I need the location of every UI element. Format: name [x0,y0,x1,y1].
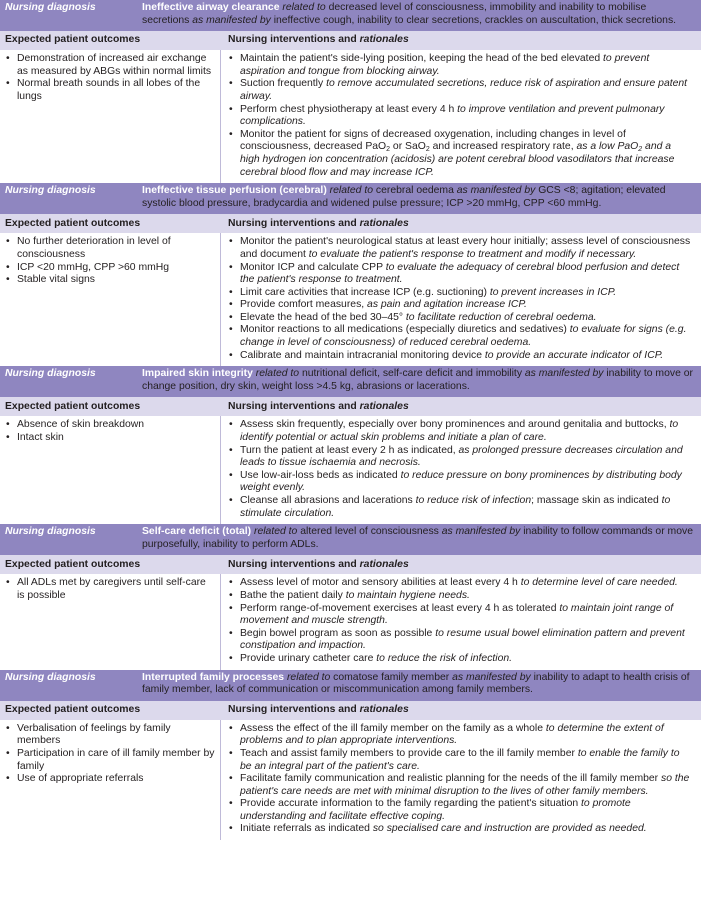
plain-text: Suction frequently [240,78,327,90]
outcomes-list [5,419,216,444]
rationale-text: as a low PaO [576,141,639,153]
intervention-item [228,262,693,287]
plain-text: altered level of consciousness [300,526,442,538]
plain-text: Provide comfort measures, [240,299,368,311]
rationale-text: to reduce risk of infection [415,495,532,506]
diagnosis-section [0,366,701,524]
outcomes-header: Expected patient outcomes [5,703,141,715]
interventions-list [228,723,693,836]
rationale-text: to reduce pressure on bony prominences by distributing body weight evenly. [240,469,682,494]
diagnosis-section [0,0,701,183]
rationale-text: related to [252,368,302,380]
section-body [0,233,701,366]
intervention-item [228,104,693,129]
outcome-item: • ICP <20 mmHg, CPP >60 mmHg [5,262,216,275]
intervention-item [228,53,693,78]
rationale-text: to maintain hygiene needs. [345,589,470,601]
outcomes-cell [0,416,221,524]
interventions-header-text: Nursing interventions and [228,558,360,570]
diagnosis-text [142,368,701,393]
diagnosis-text [142,526,701,551]
rationale-text: related to [326,185,376,197]
outcome-item: • Use of appropriate referrals [5,773,216,786]
interventions-cell [221,233,701,366]
rationale-text: as pain and agitation increase ICP. [367,299,527,311]
plain-text: Monitor reactions to all medications (especially diuretics and sedatives) [240,324,570,336]
diagnosis-row [0,0,701,31]
rationale-text: and a high hydrogen ion concentration (acidosis) are potent cerebral blood vasodilators that increase cerebral blood flow and may increase ICP. [240,141,675,178]
rationale-text: to identify potential or actual skin problems and initiate a plan of care. [240,419,679,444]
section-body [0,574,701,669]
outcomes-cell [0,50,221,183]
diagnosis-text [142,672,701,697]
interventions-list [228,577,693,665]
diagnosis-title: Self-care deficit (total) [142,526,252,538]
intervention-item [228,773,693,798]
section-body [0,50,701,183]
plain-text: inability to adapt to health crisis of family member, lack of communication or miscommunication among family members. [142,671,690,696]
section-body [0,416,701,524]
interventions-header-italic: rationales [359,400,409,412]
outcome-item: • All ADLs met by caregivers until self-care is possible [5,577,216,602]
rationale-text: as manifested by [192,14,274,26]
diagnosis-title: Ineffective tissue perfusion (cerebral) [142,185,327,197]
plain-text: Perform chest physiotherapy at least every 4 h [240,103,458,115]
outcomes-header: Expected patient outcomes [5,400,141,412]
rationale-text: to determine level of care needed. [520,577,678,589]
rationale-text: as manifested by [452,671,534,683]
intervention-item [228,78,693,103]
interventions-header-text: Nursing interventions and [228,217,360,229]
rationale-text: related to [279,2,329,13]
plain-text: GCS <8; agitation; elevated systolic blood pressure, bradycardia and widened pulse pressure; ICP >20 mmHg, CPP <60 mmHg. [142,185,666,209]
outcomes-header: Expected patient outcomes [5,558,141,570]
rationale-text: to enable the family to be an integral part of the patient's care. [240,747,680,772]
rationale-text: to evaluate the patient's response to treatment and modify if necessary. [308,248,637,260]
plain-text: Provide urinary catheter care [240,652,377,664]
intervention-item [228,287,693,300]
diagnosis-row [0,524,701,555]
rationale-text: to promote understanding and facilitate effective coping. [240,798,631,822]
column-header-row [0,214,701,233]
plain-text: Initiate referrals as indicated [240,823,373,835]
diagnosis-section [0,670,701,841]
diagnosis-label: Nursing diagnosis [5,2,96,13]
plain-text: Facilitate family communication and realistic planning for the needs of the ill family member [240,773,662,785]
intervention-item [228,823,693,836]
rationale-text: related to [251,526,301,538]
rationale-text: to maintain joint range of movement and muscle strength. [240,602,674,627]
plain-text: Bathe the patient daily [240,589,346,601]
interventions-cell [221,416,701,524]
intervention-item [228,495,693,520]
intervention-item [228,628,693,653]
outcomes-header: Expected patient outcomes [5,34,141,46]
diagnosis-label: Nursing diagnosis [5,185,96,197]
plain-text: or SaO [390,141,426,153]
rationale-text: to resume usual bowel elimination pattern and prevent constipation and impaction. [240,627,685,652]
diagnosis-title: Ineffective airway clearance [142,2,280,13]
plain-text: Assess level of motor and sensory abilities at least every 4 h [240,577,521,589]
intervention-item [228,350,693,363]
outcomes-cell [0,233,221,366]
intervention-item [228,603,693,628]
rationale-text: related to [284,671,334,683]
interventions-header [221,218,701,231]
plain-text: nutritional deficit, self-care deficit and immobility [301,368,525,380]
intervention-item [228,653,693,666]
rationale-text: to stimulate circulation. [240,495,671,519]
plain-text: Calibrate and maintain intracranial monitoring device [240,349,485,361]
interventions-header [221,34,701,47]
column-header-row [0,555,701,574]
outcomes-cell [0,720,221,840]
diagnosis-label: Nursing diagnosis [5,368,96,380]
diagnosis-text [142,2,701,27]
plain-text: Monitor the patient's neurological status at least every hour initially; assess level of consciousness and document [240,236,691,260]
interventions-header-text: Nursing interventions and [228,34,360,46]
rationale-text: as manifested by [456,185,539,197]
intervention-item [228,419,693,444]
diagnosis-label: Nursing diagnosis [5,526,96,538]
intervention-item [228,723,693,748]
interventions-header [221,704,701,717]
plain-text: Maintain the patient's side-lying position, keeping the head of the bed elevated [240,53,604,65]
interventions-list [228,419,693,520]
interventions-cell [221,50,701,183]
interventions-header-text: Nursing interventions and [228,703,360,715]
rationale-text: to remove accumulated secretions, reduce risk of aspiration and ensure patent airway. [240,78,688,102]
plain-text: decreased level of consciousness, immobility and inability to mobilise secretions [142,2,647,26]
subscript: 2 [425,146,430,154]
outcome-item: • Intact skin [5,432,216,445]
rationale-text: to determine the extent of problems and to plan appropriate interventions. [240,722,664,747]
rationale-text: to prevent aspiration and tongue from blocking airway. [240,53,650,77]
rationale-text: to prevent increases in ICP. [489,286,617,298]
interventions-header [221,401,701,414]
outcome-item: • Participation in care of ill family member by family [5,748,216,773]
plain-text: Provide accurate information to the family regarding the patient's situation [240,798,582,810]
intervention-item [228,445,693,470]
plain-text: comatose family member [333,671,453,683]
diagnosis-label: Nursing diagnosis [5,671,96,683]
rationale-text: to reduce the risk of infection. [376,652,513,664]
rationale-text: to improve ventilation and prevent pulmonary complications. [240,103,665,128]
outcome-item: • Stable vital signs [5,274,216,287]
intervention-item [228,798,693,823]
diagnosis-section [0,183,701,366]
plain-text: Assess the effect of the ill family member on the family as a whole [240,722,546,734]
intervention-item [228,236,693,261]
rationale-text: so the patient's care needs are met with minimal disruption to the lives of other family members. [240,773,690,797]
plain-text: Assess skin frequently, especially over bony prominences and around genitalia and buttocks, [240,419,670,431]
outcome-item: • Demonstration of increased air exchange as measured by ABGs within normal limits [5,53,216,78]
interventions-header-text: Nursing interventions and [228,400,360,412]
intervention-item [228,470,693,495]
plain-text: Teach and assist family members to provide care to the ill family member [240,747,578,759]
rationale-text: to evaluate for signs (e.g. change in level of consciousness) of reduced cerebral oedema. [240,324,687,349]
plain-text: Cleanse all abrasions and lacerations [240,495,416,506]
rationale-text: as manifested by [524,368,607,380]
diagnosis-row [0,366,701,397]
rationale-text: as prolonged pressure decreases circulation and leads to tissue ischaemia and necrosis. [240,444,683,469]
plain-text: ineffective cough, inability to clear secretions, crackles on auscultation, thick secretions. [273,14,677,26]
plain-text: Turn the patient at least every 2 h as indicated, [240,444,459,456]
plain-text: Elevate the head of the bed 30–45° [240,311,406,323]
rationale-text: as manifested by [441,526,524,538]
section-body [0,720,701,840]
interventions-header-italic: rationales [359,217,409,229]
interventions-header [221,559,701,572]
intervention-item [228,129,693,179]
intervention-item [228,299,693,312]
plain-text: Monitor the patient for signs of decreased oxygenation, including changes in level of consciousness, decreased PaO [240,128,626,153]
outcome-item: • No further deterioration in level of consciousness [5,236,216,261]
column-header-row [0,397,701,416]
outcomes-cell [0,574,221,669]
intervention-item [228,312,693,325]
plain-text: ; massage skin as indicated [531,495,662,506]
plain-text: Begin bowel program as soon as possible [240,627,436,639]
rationale-text: to facilitate reduction of cerebral oedema. [405,311,597,323]
diagnosis-text [142,185,701,210]
plain-text: inability to follow commands or move purposefully, inability to perform ADLs. [142,526,693,550]
rationale-text: so specialised care and instruction are provided as needed. [372,823,647,835]
interventions-list [228,236,693,362]
plain-text: cerebral oedema [375,185,457,197]
outcome-item: • Absence of skin breakdown [5,419,216,432]
outcome-item: • Verbalisation of feelings by family members [5,723,216,748]
diagnosis-section [0,524,701,669]
intervention-item [228,590,693,603]
outcomes-list [5,577,216,602]
column-header-row [0,701,701,720]
interventions-cell [221,574,701,669]
diagnosis-row [0,183,701,214]
intervention-item [228,748,693,773]
subscript: 2 [638,146,643,154]
subscript: 2 [386,146,391,154]
plain-text: Monitor ICP and calculate CPP [240,261,386,273]
interventions-cell [221,720,701,840]
outcome-item: • Normal breath sounds in all lobes of the lungs [5,78,216,103]
diagnosis-row [0,670,701,701]
intervention-item [228,324,693,349]
outcomes-list [5,53,216,103]
diagnosis-title: Impaired skin integrity [142,368,253,380]
plain-text: and increased respiratory rate, [429,141,577,153]
rationale-text: to provide an accurate indicator of ICP. [484,349,664,361]
intervention-item [228,577,693,590]
diagnosis-title: Interrupted family processes [142,671,285,683]
plain-text: Limit care activities that increase ICP (e.g. suctioning) [240,286,490,298]
plain-text: inability to move or change position, dry skin, weight loss >4.5 kg, abrasions or lacerations. [142,368,693,392]
outcomes-list [5,236,216,286]
interventions-list [228,53,693,179]
interventions-header-italic: rationales [359,703,409,715]
outcomes-list [5,723,216,786]
rationale-text: to evaluate the adequacy of cerebral blood perfusion and detect the patient's response to treatment. [240,261,680,286]
interventions-header-italic: rationales [359,558,409,570]
plain-text: Perform range-of-movement exercises at least every 4 h as tolerated [240,602,560,614]
outcomes-header: Expected patient outcomes [5,217,141,229]
column-header-row [0,31,701,50]
interventions-header-italic: rationales [359,34,409,46]
plain-text: Use low-air-loss beds as indicated [240,469,401,481]
